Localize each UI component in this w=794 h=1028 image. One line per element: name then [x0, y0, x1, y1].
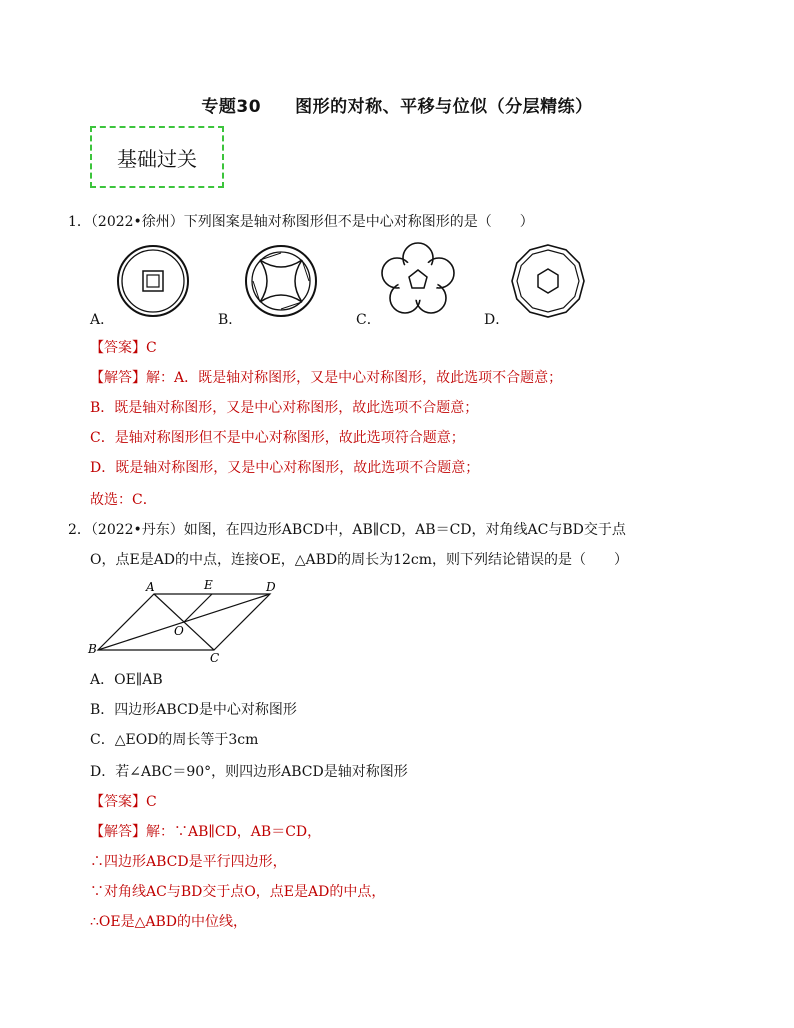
coin-star-icon — [244, 244, 318, 318]
q2-stem-line-1: 2．（2022•丹东）如图，在四边形ABCD中，AB∥CD，AB＝CD，对角线AC与BD交于点 — [68, 522, 626, 538]
vertex-c-label: C — [210, 651, 220, 665]
q2-analysis-line-4: ∴OE是△ABD的中位线， — [90, 914, 247, 930]
q1-option-c-label: C． — [356, 312, 381, 328]
q1-answer: 【答案】C — [90, 340, 157, 356]
page-title — [0, 92, 794, 117]
dodecagon-hexagon-icon — [510, 243, 586, 319]
vertex-e-label: E — [204, 578, 213, 592]
q1-analysis-line-5: 故选：C． — [90, 492, 157, 508]
q2-option-b: B．四边形ABCD是中心对称图形 — [90, 702, 297, 718]
vertex-b-label: B — [88, 642, 97, 656]
title-number: 专题30 — [201, 97, 262, 117]
q1-stem: 1．（2022•徐州）下列图案是轴对称图形但不是中心对称图形的是（ ） — [68, 214, 534, 230]
coin-square-hole-icon — [116, 244, 190, 318]
vertex-o-label: O — [174, 624, 184, 638]
q1-analysis-line-1: 【解答】解：A．既是轴对称图形，又是中心对称图形，故此选项不合题意； — [90, 370, 563, 386]
section-heading: 基础过关 — [117, 146, 197, 171]
q2-stem-line-2: O，点E是AD的中点，连接OE，△ABD的周长为12cm，则下列结论错误的是（ ） — [90, 552, 629, 568]
q1-option-d-label: D． — [484, 312, 510, 328]
q2-analysis-line-2: ∴四边形ABCD是平行四边形， — [90, 854, 287, 870]
flower-pentagon-icon — [378, 240, 458, 320]
q2-answer: 【答案】C — [90, 794, 157, 810]
q1-analysis-line-3: C．是轴对称图形但不是中心对称图形，故此选项符合题意； — [90, 430, 465, 446]
parallelogram-figure — [84, 574, 284, 666]
q1-analysis-line-4: D．既是轴对称图形，又是中心对称图形，故此选项不合题意； — [90, 460, 480, 476]
section-heading-box — [90, 126, 224, 188]
q1-option-a-label: A． — [90, 312, 115, 328]
q1-analysis-line-2: B．既是轴对称图形，又是中心对称图形，故此选项不合题意； — [90, 400, 479, 416]
q2-analysis-line-1: 【解答】解：∵AB∥CD，AB＝CD， — [90, 824, 322, 840]
q2-option-d: D．若∠ABC＝90°，则四边形ABCD是轴对称图形 — [90, 764, 408, 780]
q2-option-a: A．OE∥AB — [90, 672, 163, 688]
vertex-a-label: A — [146, 580, 155, 594]
title-text: 图形的对称、平移与位似（分层精练） — [295, 97, 593, 117]
q2-analysis-line-3: ∵对角线AC与BD交于点O，点E是AD的中点， — [90, 884, 386, 900]
vertex-d-label: D — [266, 580, 276, 594]
q1-option-b-label: B． — [218, 312, 243, 328]
q2-option-c: C．△EOD的周长等于3cm — [90, 732, 259, 748]
